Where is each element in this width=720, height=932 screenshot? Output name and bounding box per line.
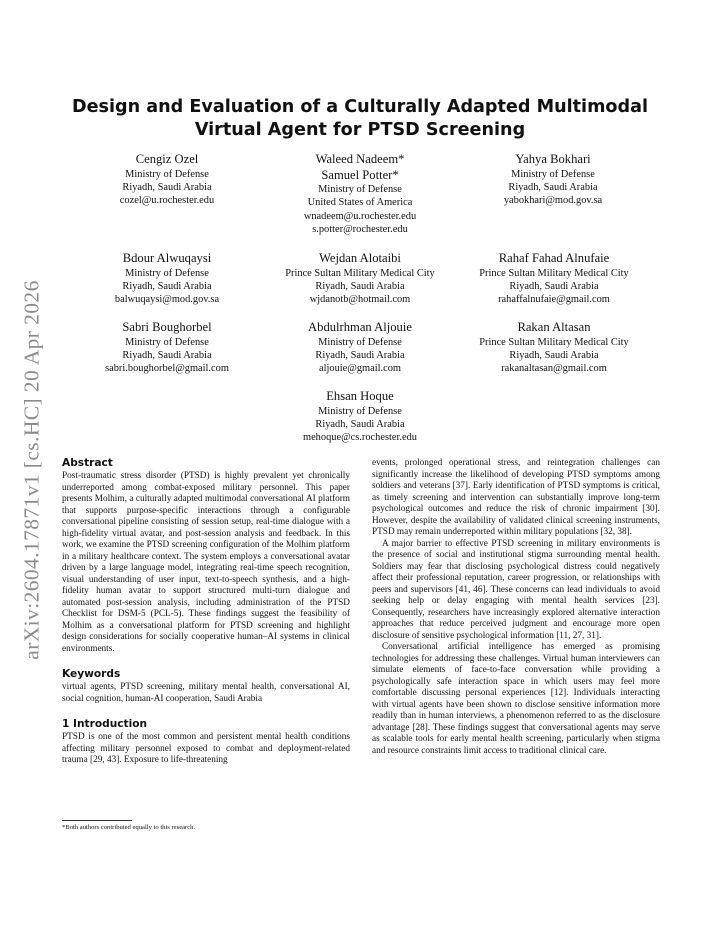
author-block [270, 152, 450, 237]
author-email: sabri.boughorbel@gmail.com [105, 363, 229, 375]
author-name: Samuel Potter* [321, 167, 399, 182]
author-email: rahaffalnufaie@gmail.com [498, 294, 610, 306]
author-affiliation: Prince Sultan Military Medical City [479, 267, 629, 279]
arxiv-sidebar [14, 260, 50, 680]
author-location: Riyadh, Saudi Arabia [315, 280, 405, 292]
author-name: Bdour Alwuqaysi [122, 251, 212, 265]
author-location: Riyadh, Saudi Arabia [509, 280, 599, 292]
paper-title: Design and Evaluation of a Culturally Adapted Multimodal Virtual Agent for PTSD Screening [72, 97, 648, 140]
body-paragraph: Conversational artificial intelligence has emerged as promising technologies for addressing these challenges. Virtual human interviewers can simulate elements of face-to-face conversation while providing a psychologically safe interaction space in which users may feel more comfortable discussing personal experiences [12]. Individuals interacting with virtual agents have been shown to disclose sensitive information more readily than in human interviews, a phenomenon referred to as the disclosure advantage [28]. These findings suggest that conversational agents may serve as scalable tools for early mental health screening, particularly when stigma and resource constraints limit access to traditional clinical care. [372, 642, 660, 756]
author-block [458, 251, 650, 307]
author-block [468, 152, 638, 208]
right-column [372, 458, 660, 757]
author-affiliation: Ministry of Defense [318, 405, 402, 417]
author-affiliation: Ministry of Defense [511, 168, 595, 180]
author-email: yabokhari@mod.gov.sa [503, 195, 603, 207]
author-email: wjdanotb@hotmail.com [309, 294, 411, 306]
body-paragraph: A major barrier to effective PTSD screening in military environments is the presence of social and institutional stigma surrounding mental health. Soldiers may fear that disclosing psychological distress could negatively affect their professional reputation, career progression, or relationships with peers and supervisors [41, 46]. These concerns can lead individuals to avoid seeking help or delay engaging with mental health services [23]. Consequently, researchers have increasingly explored alternative interaction approaches that reduce perceived judgment and encourage more open disclosure of sensitive psychological information [11, 27, 31]. [372, 538, 660, 641]
author-email: rakanaltasan@gmail.com [501, 363, 607, 375]
author-name: Abdulrhman Aljouie [308, 320, 412, 334]
abstract-text: Post-traumatic stress disorder (PTSD) is highly prevalent yet chronically underreported among combat-exposed military personnel. This paper presents Molhim, a culturally adapted multimodal conversational AI platform that supports purpose-specific interactions through a configurable conversational pipeline consisting of session setup, real-time dialogue with a high-fidelity virtual avatar, and post-session analysis and feedback. In this work, we examine the PTSD screening configuration of the Molhim platform in a military healthcare context. The system employs a conversational avatar driven by a large language model, integrating real-time speech recognition, visual understanding of user input, text-to-speech synthesis, and a high-fidelity human avatar to support structured multi-turn dialogue and automated post-session analysis, including administration of the PTSD Checklist for DSM-5 (PCL-5). These findings suggest the feasibility of Molhim as a conversational platform for PTSD screening and highlight design considerations for socially cooperative human–AI systems in clinical environments. [62, 471, 350, 654]
body-paragraph: PTSD is one of the most common and persistent mental health conditions affecting military personnel exposed to combat and deployment-related trauma [29, 43]. Exposure to life-threatening [62, 732, 350, 765]
author-name: Rahaf Fahad Alnufaie [498, 251, 610, 265]
author-block [264, 251, 456, 307]
author-location: Riyadh, Saudi Arabia [315, 418, 405, 430]
left-column [62, 456, 350, 767]
author-email: mehoque@cs.rochester.edu [302, 432, 417, 444]
author-location: Riyadh, Saudi Arabia [315, 349, 405, 361]
author-block [270, 320, 450, 376]
author-name: Yahya Bokhari [515, 152, 591, 166]
author-name: Ehsan Hoque [326, 389, 394, 403]
arxiv-identifier: arXiv:2604.17871v1 [cs.HC] 20 Apr 2026 [19, 280, 44, 660]
author-affiliation: Ministry of Defense [318, 336, 402, 348]
author-name: Rakan Altasan [517, 320, 591, 334]
keywords-heading: Keywords [62, 668, 121, 680]
keywords-text: virtual agents, PTSD screening, military mental health, conversational AI, social cognition, human-AI cooperation, Saudi Arabia [62, 682, 350, 704]
author-name: Sabri Boughorbel [122, 320, 212, 334]
author-email: aljouie@gmail.com [319, 363, 401, 375]
author-location: Riyadh, Saudi Arabia [509, 349, 599, 361]
author-affiliation: Prince Sultan Military Medical City [479, 336, 629, 348]
author-location: Riyadh, Saudi Arabia [122, 280, 212, 292]
body-paragraph: events, prolonged operational stress, and reintegration challenges can significantly increase the likelihood of developing PTSD symptoms among soldiers and veterans [37]. Early identification of PTSD symptoms is critical, as timely screening and intervention can substantially improve long-term psychological outcomes and reduce the risk of chronic impairment [30]. However, despite the availability of validated clinical screening instruments, PTSD may remain underreported within military populations [32, 38]. [372, 458, 660, 537]
author-name: Wejdan Alotaibi [319, 251, 401, 265]
author-email: s.potter@rochester.edu [312, 224, 408, 236]
author-location: Riyadh, Saudi Arabia [508, 181, 598, 193]
author-affiliation: Prince Sultan Military Medical City [285, 267, 435, 279]
author-name: Waleed Nadeem* [315, 152, 405, 166]
author-affiliation: Ministry of Defense [125, 168, 209, 180]
abstract-heading: Abstract [62, 457, 113, 469]
author-affiliation: Ministry of Defense [318, 184, 402, 195]
author-block [458, 320, 650, 376]
author-affiliation: Ministry of Defense [125, 267, 209, 279]
author-email: cozel@u.rochester.edu [119, 195, 215, 207]
author-email: wnadeem@u.rochester.edu [303, 210, 417, 222]
author-location: United States of America [307, 197, 413, 209]
footnote-rule [62, 820, 132, 821]
author-block [82, 251, 252, 307]
author-location: Riyadh, Saudi Arabia [122, 181, 212, 193]
author-location: Riyadh, Saudi Arabia [122, 349, 212, 361]
author-block [82, 152, 252, 208]
author-name: Cengiz Ozel [135, 152, 199, 166]
author-affiliation: Ministry of Defense [125, 336, 209, 348]
footnote [62, 820, 352, 831]
author-block [270, 389, 450, 445]
author-block [82, 320, 252, 376]
introduction-heading: 1 Introduction [62, 718, 148, 730]
author-email: balwuqaysi@mod.gov.sa [114, 294, 220, 306]
footnote-text: *Both authors contributed equally to this research. [62, 824, 196, 831]
